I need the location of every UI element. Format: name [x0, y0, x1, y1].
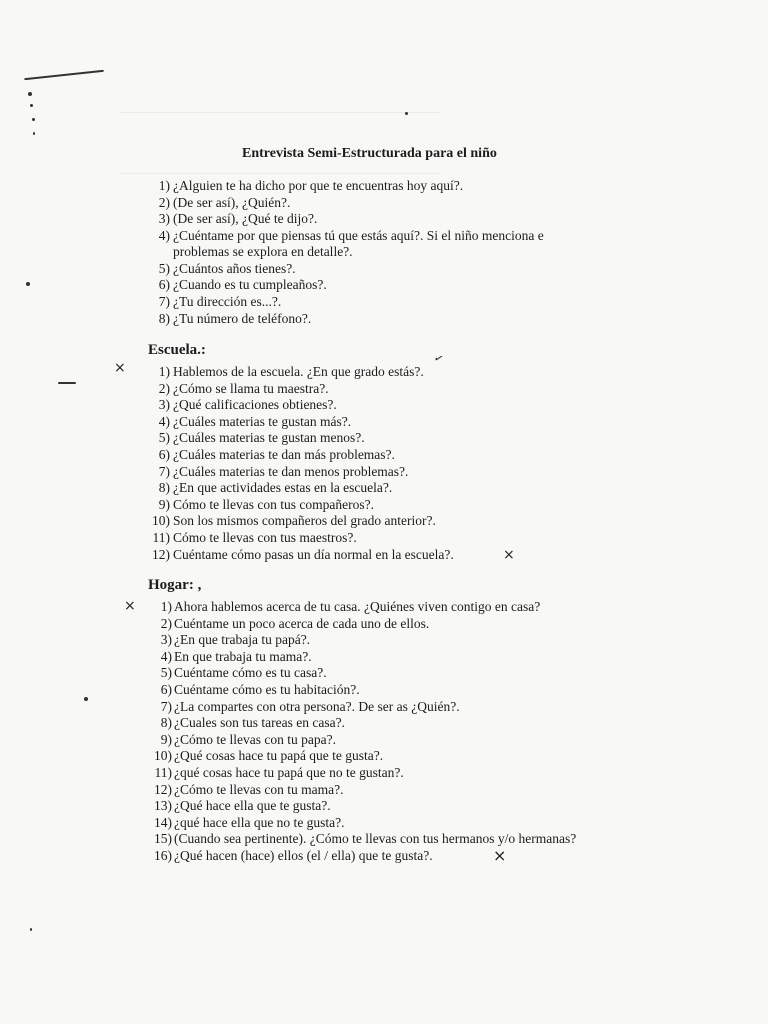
hogar-question-item	[148, 748, 576, 765]
item-text: ¿Cuales son tus tareas en casa?.	[174, 715, 345, 731]
escuela-question-item	[148, 447, 454, 464]
item-number: 13)	[154, 798, 172, 814]
item-number: 10)	[152, 513, 170, 529]
scan-speck	[26, 282, 30, 286]
item-number: 7)	[160, 698, 172, 714]
hogar-questions-list	[148, 599, 576, 865]
hogar-question-item	[148, 815, 576, 832]
item-text: ¿Tu número de teléfono?.	[173, 310, 312, 326]
item-number: 9)	[160, 731, 172, 747]
handwritten-x-mark: ×	[114, 360, 126, 376]
escuela-question-item	[148, 547, 454, 564]
item-number: 1)	[158, 178, 170, 193]
item-number: 7)	[158, 463, 170, 479]
scan-speck	[28, 92, 32, 96]
item-number: 3)	[160, 632, 172, 648]
hogar-question-item	[148, 632, 576, 649]
item-text: ¿Qué hacen (hace) ellos (el / ella) que te gusta?.	[174, 847, 433, 863]
item-text: Hablemos de la escuela. ¿En que grado estás?.	[173, 364, 424, 379]
item-text: ¿qué cosas hace tu papá que no te gustan?.	[174, 764, 404, 780]
item-text: Ahora hablemos acerca de tu casa. ¿Quiénes viven contigo en casa?	[174, 599, 541, 614]
item-text: ¿En que actividades estas en la escuela?.	[173, 480, 393, 496]
item-number: 2)	[160, 615, 172, 631]
intro-question-item	[148, 311, 544, 328]
item-text: (De ser así), ¿Quién?.	[173, 194, 291, 210]
item-number: 5)	[160, 665, 172, 681]
item-text: ¿qué hace ella que no te gusta?.	[174, 814, 345, 830]
item-number: 3)	[158, 397, 170, 413]
intro-question-item	[148, 211, 544, 228]
scan-speck	[30, 104, 33, 107]
hogar-question-item	[148, 782, 576, 799]
scan-speck	[30, 928, 32, 931]
item-number: 9)	[158, 496, 170, 512]
item-text: En que trabaja tu mama?.	[174, 648, 312, 664]
item-number: 5)	[158, 260, 170, 276]
item-text: (Cuando sea pertinente). ¿Cómo te llevas con tus hermanos y/o hermanas?	[174, 831, 577, 847]
escuela-question-item	[148, 414, 454, 431]
document-title: Entrevista Semi-Estructurada para el niño	[242, 146, 497, 161]
item-number: 1)	[158, 364, 170, 379]
intro-questions-list	[148, 178, 544, 327]
handwritten-check-mark: ✓	[432, 350, 446, 367]
item-number: 3)	[158, 211, 170, 227]
item-text: ¿Qué calificaciones obtienes?.	[173, 397, 337, 413]
scan-speck	[33, 132, 35, 135]
hogar-question-item	[148, 798, 576, 815]
intro-question-item	[148, 228, 544, 261]
hogar-question-item	[148, 599, 576, 616]
item-number: 8)	[160, 715, 172, 731]
item-number: 15)	[154, 831, 172, 847]
escuela-question-item	[148, 430, 454, 447]
item-number: 5)	[158, 430, 170, 446]
bleed-through-lines	[120, 112, 440, 174]
escuela-question-item	[148, 464, 454, 481]
escuela-question-item	[148, 397, 454, 414]
item-text: Cuéntame cómo es tu habitación?.	[174, 681, 360, 697]
item-number: 8)	[158, 310, 170, 326]
item-number: 4)	[160, 648, 172, 664]
scan-speck	[84, 697, 88, 701]
intro-question-item	[148, 277, 544, 294]
item-text-continuation: problemas se explora en detalle?.	[173, 244, 353, 260]
handwritten-x-mark: ×	[493, 846, 507, 865]
escuela-question-item	[148, 513, 454, 530]
item-number: 1)	[160, 599, 172, 614]
escuela-question-item	[148, 480, 454, 497]
item-text: Cuéntame cómo es tu casa?.	[174, 665, 327, 681]
hogar-question-item	[148, 665, 576, 682]
item-number: 7)	[158, 293, 170, 309]
scan-speck	[58, 382, 76, 384]
item-text: ¿Cuando es tu cumpleaños?.	[173, 277, 327, 293]
item-number: 12)	[154, 781, 172, 797]
item-text: ¿Cómo te llevas con tu papa?.	[174, 731, 336, 747]
item-text: ¿Cuántos años tienes?.	[173, 260, 296, 276]
item-text: ¿Cómo se llama tu maestra?.	[173, 380, 329, 396]
item-text: Cómo te llevas con tus compañeros?.	[173, 496, 374, 512]
intro-question-item	[148, 195, 544, 212]
item-number: 6)	[160, 681, 172, 697]
section-heading-escuela: Escuela.:	[148, 342, 206, 358]
hogar-question-item	[148, 715, 576, 732]
hogar-question-item	[148, 699, 576, 716]
scan-speck	[24, 70, 104, 80]
item-number: 2)	[158, 380, 170, 396]
item-text: Cómo te llevas con tus maestros?.	[173, 529, 357, 545]
intro-question-item	[148, 294, 544, 311]
item-number: 6)	[158, 277, 170, 293]
item-text: Cuéntame cómo pasas un día normal en la escuela?.	[173, 546, 454, 562]
handwritten-x-mark: ×	[503, 547, 515, 563]
item-text: ¿Alguien te ha dicho por que te encuentras hoy aquí?.	[173, 178, 464, 193]
item-number: 11)	[154, 764, 172, 780]
item-text: ¿Cuáles materias te gustan menos?.	[173, 430, 365, 446]
escuela-question-item	[148, 497, 454, 514]
hogar-question-item	[148, 765, 576, 782]
item-number: 4)	[158, 227, 170, 243]
scan-speck	[32, 118, 35, 121]
scan-speck	[405, 112, 408, 115]
item-text: ¿Tu dirección es...?.	[173, 293, 282, 309]
item-number: 11)	[152, 529, 170, 545]
item-text: ¿Cómo te llevas con tu mama?.	[174, 781, 344, 797]
hogar-question-item	[148, 848, 576, 865]
item-number: 8)	[158, 480, 170, 496]
escuela-question-item	[148, 364, 454, 381]
item-number: 6)	[158, 446, 170, 462]
hogar-question-item	[148, 831, 576, 848]
item-text: ¿Qué cosas hace tu papá que te gusta?.	[174, 748, 384, 764]
hogar-question-item	[148, 649, 576, 666]
hogar-question-item	[148, 682, 576, 699]
hogar-question-item	[148, 732, 576, 749]
item-text: ¿En que trabaja tu papá?.	[174, 632, 311, 648]
escuela-questions-list	[148, 364, 454, 563]
item-number: 10)	[154, 748, 172, 764]
handwritten-x-mark: ×	[124, 598, 136, 614]
item-text: (De ser así), ¿Qué te dijo?.	[173, 211, 318, 227]
intro-question-item	[148, 261, 544, 278]
item-number: 12)	[152, 546, 170, 562]
item-text: ¿Cuáles materias te dan menos problemas?.	[173, 463, 409, 479]
intro-question-item	[148, 178, 544, 195]
hogar-question-item	[148, 616, 576, 633]
item-text: ¿Cuéntame por que piensas tú que estás aquí?. Si el niño menciona e	[173, 227, 544, 243]
escuela-question-item	[148, 381, 454, 398]
item-text: ¿Cuáles materias te dan más problemas?.	[173, 446, 395, 462]
item-text: ¿Cuáles materias te gustan más?.	[173, 413, 352, 429]
item-text: ¿La compartes con otra persona?. De ser as ¿Quién?.	[174, 698, 460, 714]
item-number: 14)	[154, 814, 172, 830]
item-number: 16)	[154, 847, 172, 863]
item-text: Son los mismos compañeros del grado anterior?.	[173, 513, 436, 529]
item-number: 2)	[158, 194, 170, 210]
item-number: 4)	[158, 413, 170, 429]
item-text: Cuéntame un poco acerca de cada uno de ellos.	[174, 615, 430, 631]
section-heading-hogar: Hogar: ,	[148, 577, 202, 593]
item-text: ¿Qué hace ella que te gusta?.	[174, 798, 331, 814]
escuela-question-item	[148, 530, 454, 547]
